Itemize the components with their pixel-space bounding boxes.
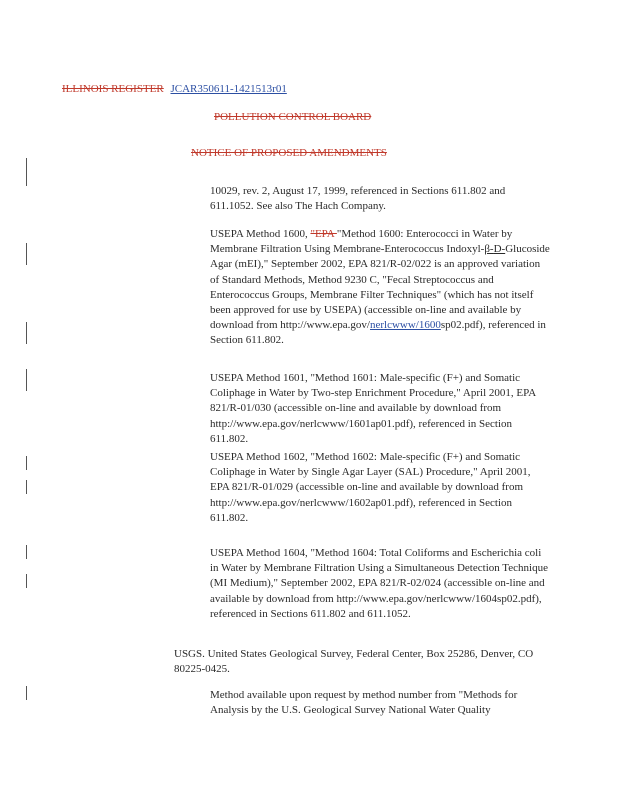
change-bar (26, 369, 27, 391)
m1600-text-a: USEPA Method 1600, (210, 228, 311, 240)
register-header (62, 83, 287, 95)
change-bar (26, 322, 27, 344)
change-bar (26, 158, 27, 186)
change-bar (26, 686, 27, 700)
m1600-struck: "EPA (310, 228, 337, 240)
m1600-text-g: 02/022 is an approved variation of Standard Methods, Method 9230 C, (210, 258, 541, 286)
register-title: ILLINOIS REGISTER (62, 83, 164, 95)
method-availability-paragraph: Method available upon request by method number from "Methods for Analysis by the U.S. Geological Survey National Water Quality (210, 689, 518, 717)
change-bar (26, 480, 27, 494)
m1600-text-f: " September 2002, EPA 821/R- (263, 258, 401, 271)
change-bar (26, 456, 27, 470)
usgs-paragraph: USGS. United States Geological Survey, Federal Center, Box 25286, Denver, CO 80225-0425. (174, 648, 534, 676)
m1600-text-i: " (which has not itself been approved for use by USEPA) (accessible on-line and available by download from http://www.epa.gov/ (210, 288, 534, 332)
hach-paragraph: 10029, rev. 2, August 17, 1999, referenced in Sections 611.802 and 611.1052. See also The Hach Company. (210, 185, 506, 213)
method-1604-paragraph: USEPA Method 1604, "Method 1604: Total Coliforms and Escherichia coli in Water by Membrane Filtration Using a Simultaneous Detection Technique (MI Medium)," September 2002, EPA 821/R-02/024 (accessible on-line and available by download from http://www.epa.gov/nerlcwww/1604sp02.pdf), referenced in Sections 611.802 and 611.1052. (210, 547, 548, 620)
board-title: POLLUTION CONTROL BOARD (214, 111, 372, 123)
change-bar (26, 243, 27, 265)
change-bar (26, 545, 27, 559)
m1600-link[interactable]: nerlcwww/1600 (369, 319, 441, 332)
m1600-text-c: β- (484, 243, 494, 256)
m1600-text-e: Glucoside Agar (mEI), (210, 243, 550, 271)
m1600-text-d: D- (493, 243, 506, 256)
change-bar (26, 574, 27, 588)
m1600-text-b: "Method 1600: Enterococci in Water by Membrane Filtration Using Membrane-Enterococcus Indoxyl- (210, 228, 513, 256)
notice-title: NOTICE OF PROPOSED AMENDMENTS (191, 147, 387, 159)
jcar-code: JCAR350611-1421513r01 (170, 83, 287, 95)
m1600-text-h: "Fecal Streptococcus and Enterococcus Groups, Membrane Filter Techniques (210, 273, 494, 301)
method-1601-paragraph: USEPA Method 1601, "Method 1601: Male-specific (F+) and Somatic Coliphage in Water by Two-step Enrichment Procedure," April 2001, EPA 821/R-01/030 (accessible on-line and available by download from http://www.epa.gov/nerlcwww/1601ap01.pdf), referenced in Section 611.802. (210, 372, 536, 445)
m1600-text-j: sp02.pdf), referenced in Section 611.802. (210, 319, 546, 347)
method-1602-paragraph: USEPA Method 1602, "Method 1602: Male-specific (F+) and Somatic Coliphage in Water by Single Agar Layer (SAL) Procedure," April 2001, EPA 821/R-01/029 (accessible on-line and available by download from http://www.epa.gov/nerlcwww/1602ap01.pdf), referenced in Section 611.802. (210, 451, 531, 524)
method-1600-paragraph (210, 227, 550, 349)
